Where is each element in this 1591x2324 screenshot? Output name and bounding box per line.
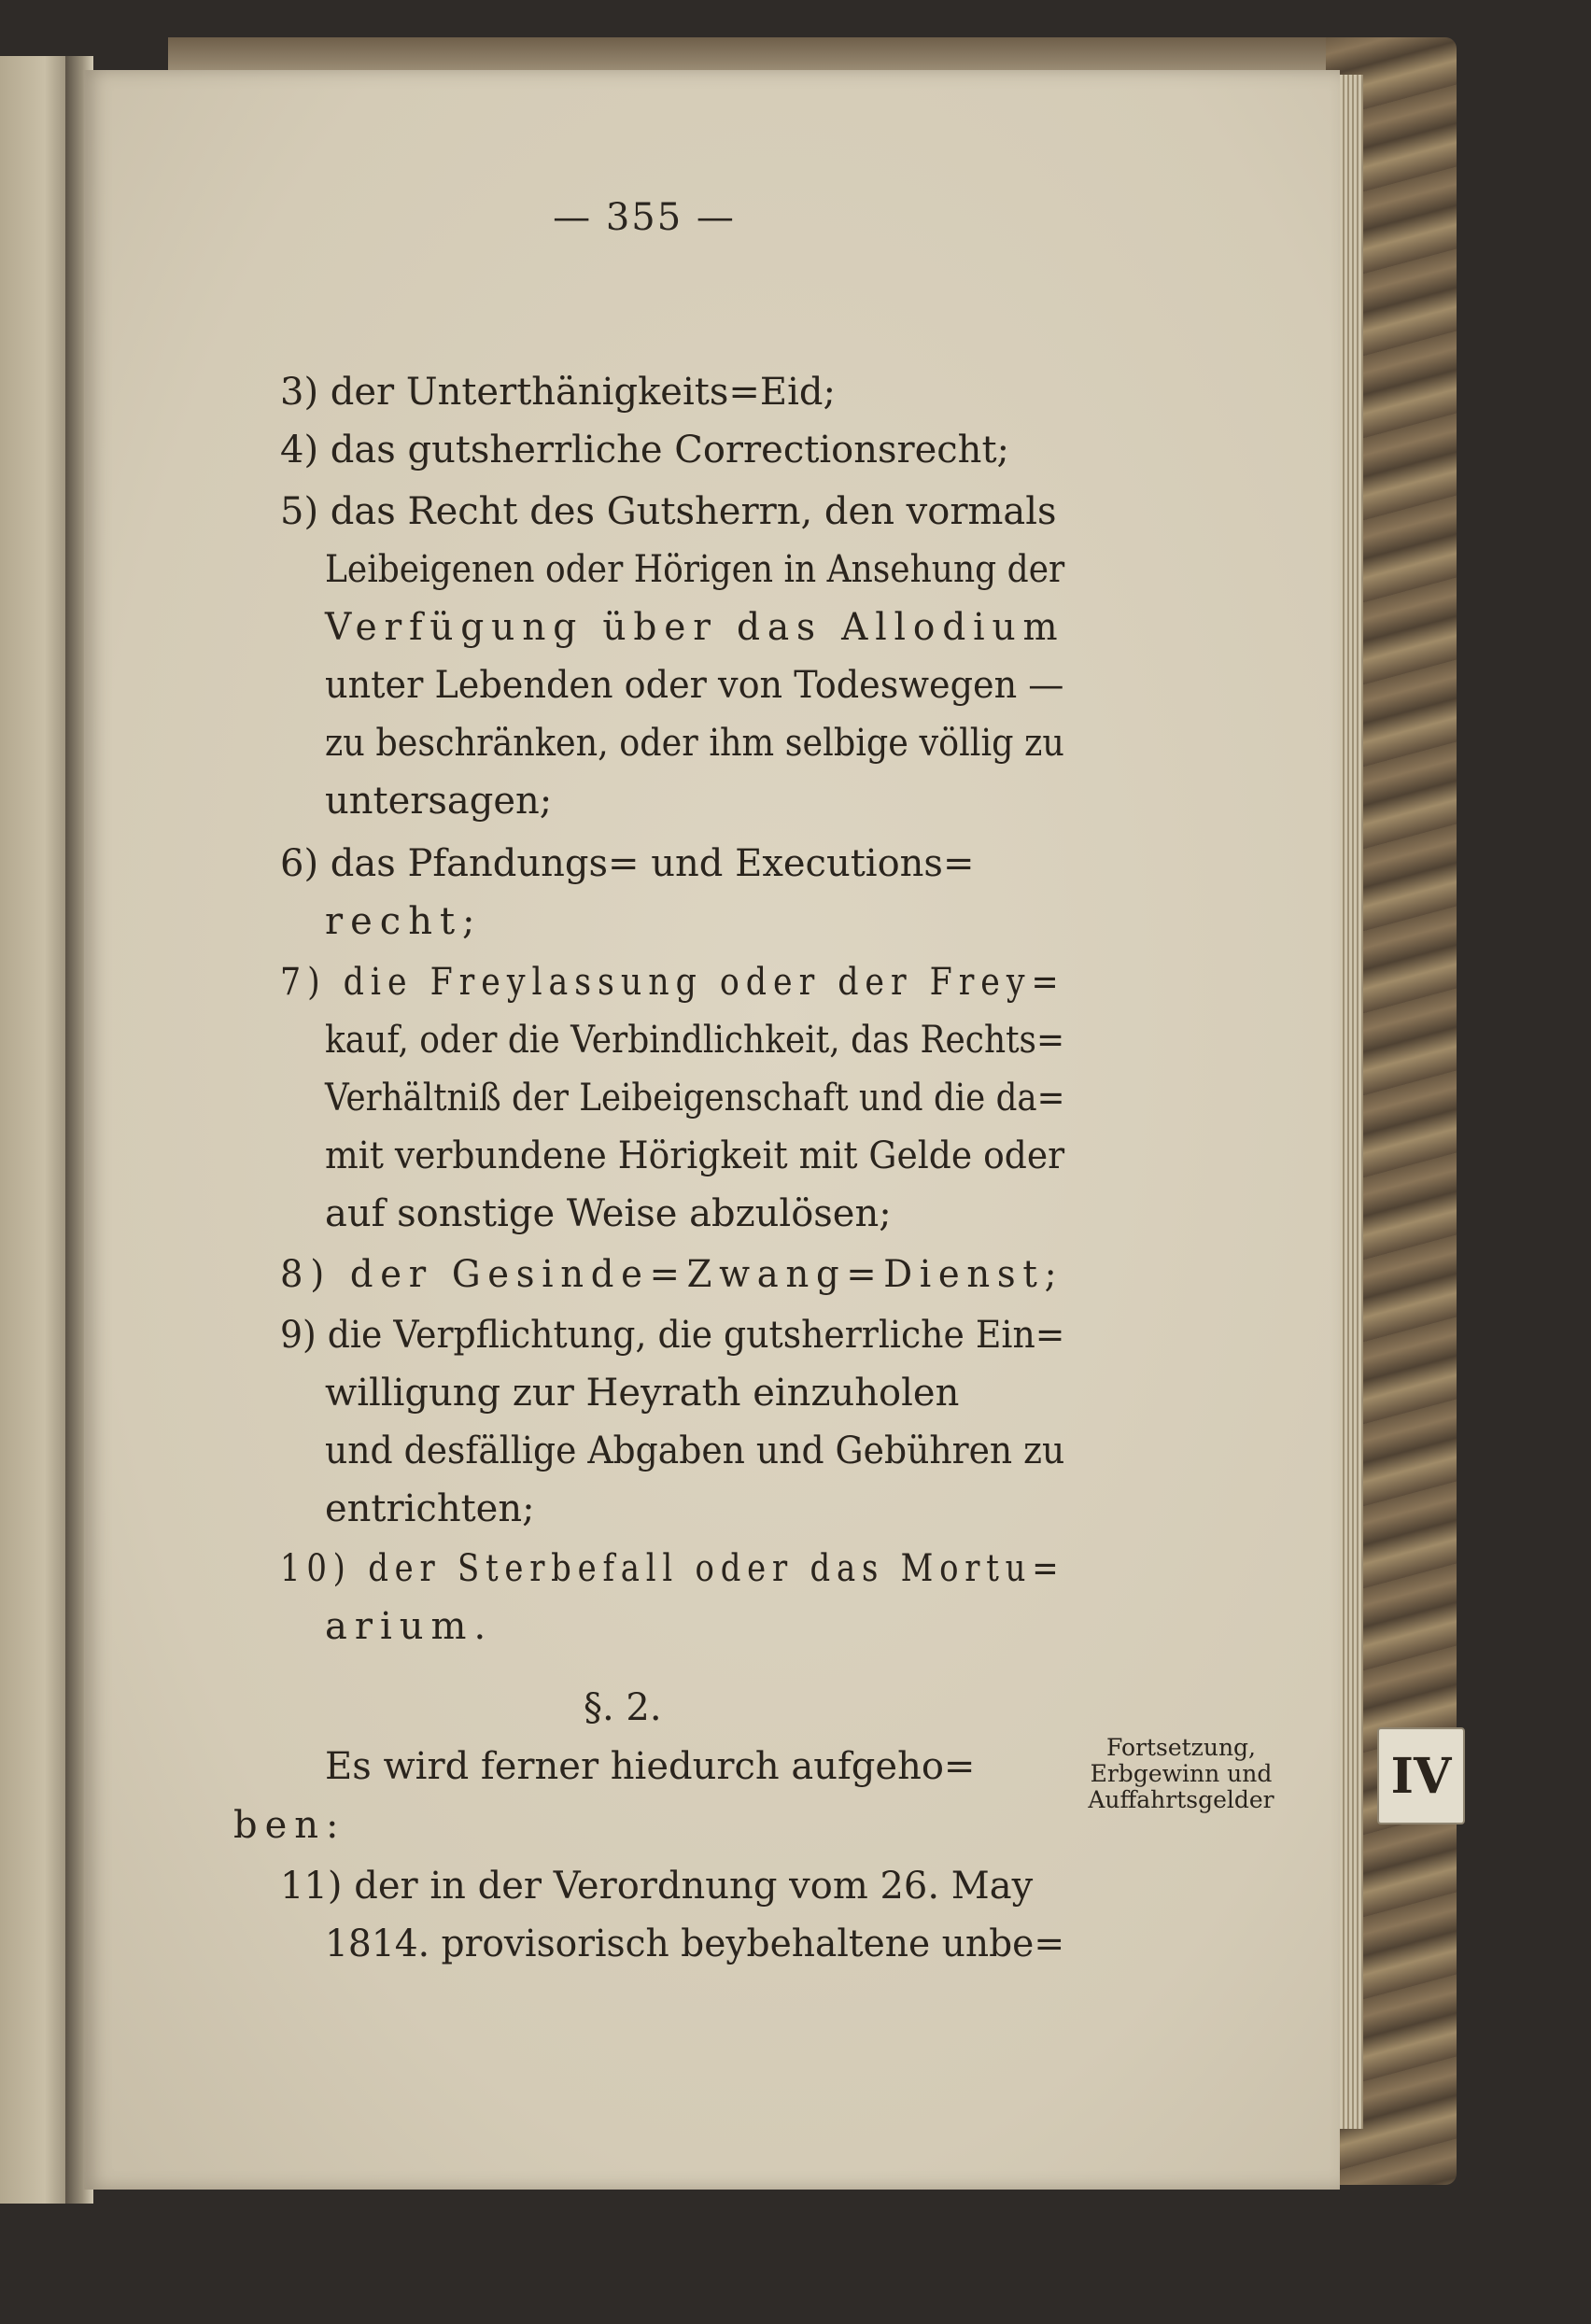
margin-note [1064,1735,1298,1813]
section-heading: §. 2. [584,1686,662,1729]
text-line: 4) das gutsherrliche Correctionsrecht; [280,429,1009,472]
margin-note-line: Auffahrtsgelder [1088,1786,1274,1813]
text-line: 10) der Sterbefall oder das Mortu= [280,1547,1065,1590]
text-line: Es wird ferner hiedurch aufgeho= [325,1745,976,1788]
text-line: Verfügung über das Allodium [325,606,1065,649]
text-line: Leibeigenen oder Hörigen in Ansehung der [325,548,1065,591]
text-line: unter Lebenden oder von Todeswegen — [325,664,1064,707]
text-line: 8) der Gesinde=Zwang=Dienst; [280,1253,1064,1296]
text-line: ben: [233,1804,346,1847]
text-line: recht; [325,900,483,943]
text-line: willigung zur Heyrath einzuholen [325,1372,960,1415]
text-line: auf sonstige Weise abzulösen; [325,1192,892,1235]
text-line: zu beschränken, oder ihm selbige völlig zu [325,722,1064,765]
text-line: 9) die Verpflichtung, die gutsherrliche Ein= [280,1314,1065,1357]
text-line: 11) der in der Verordnung vom 26. May [280,1865,1034,1908]
margin-note-line: Fortsetzung, [1105,1734,1257,1761]
text-line: 5) das Recht des Gutsherrn, den vormals [280,490,1057,533]
text-line: entrichten; [325,1487,535,1530]
text-line: 3) der Unterthänigkeits=Eid; [280,371,836,414]
text-line: 6) das Pfandungs= und Executions= [280,842,975,885]
text-line: Verhältniß der Leibeigenschaft und die da= [325,1077,1065,1120]
text-line: untersagen; [325,780,553,823]
page-number: — 355 — [553,196,736,239]
previous-page-edge [0,56,75,2204]
chapter-tab: IV [1377,1727,1465,1824]
text-line: arium. [325,1605,494,1648]
text-line: und desfällige Abgaben und Gebühren zu [325,1430,1065,1472]
text-line: 7) die Freylassung oder der Frey= [280,961,1065,1004]
margin-note-line: Erbgewinn und [1090,1760,1273,1787]
text-line: mit verbundene Hörigkeit mit Gelde oder [325,1134,1065,1177]
book-top-edge [168,37,1382,75]
text-line: kauf, oder die Verbindlichkeit, das Rechts= [325,1019,1065,1062]
text-line: 1814. provisorisch beybehaltene unbe= [325,1923,1065,1965]
